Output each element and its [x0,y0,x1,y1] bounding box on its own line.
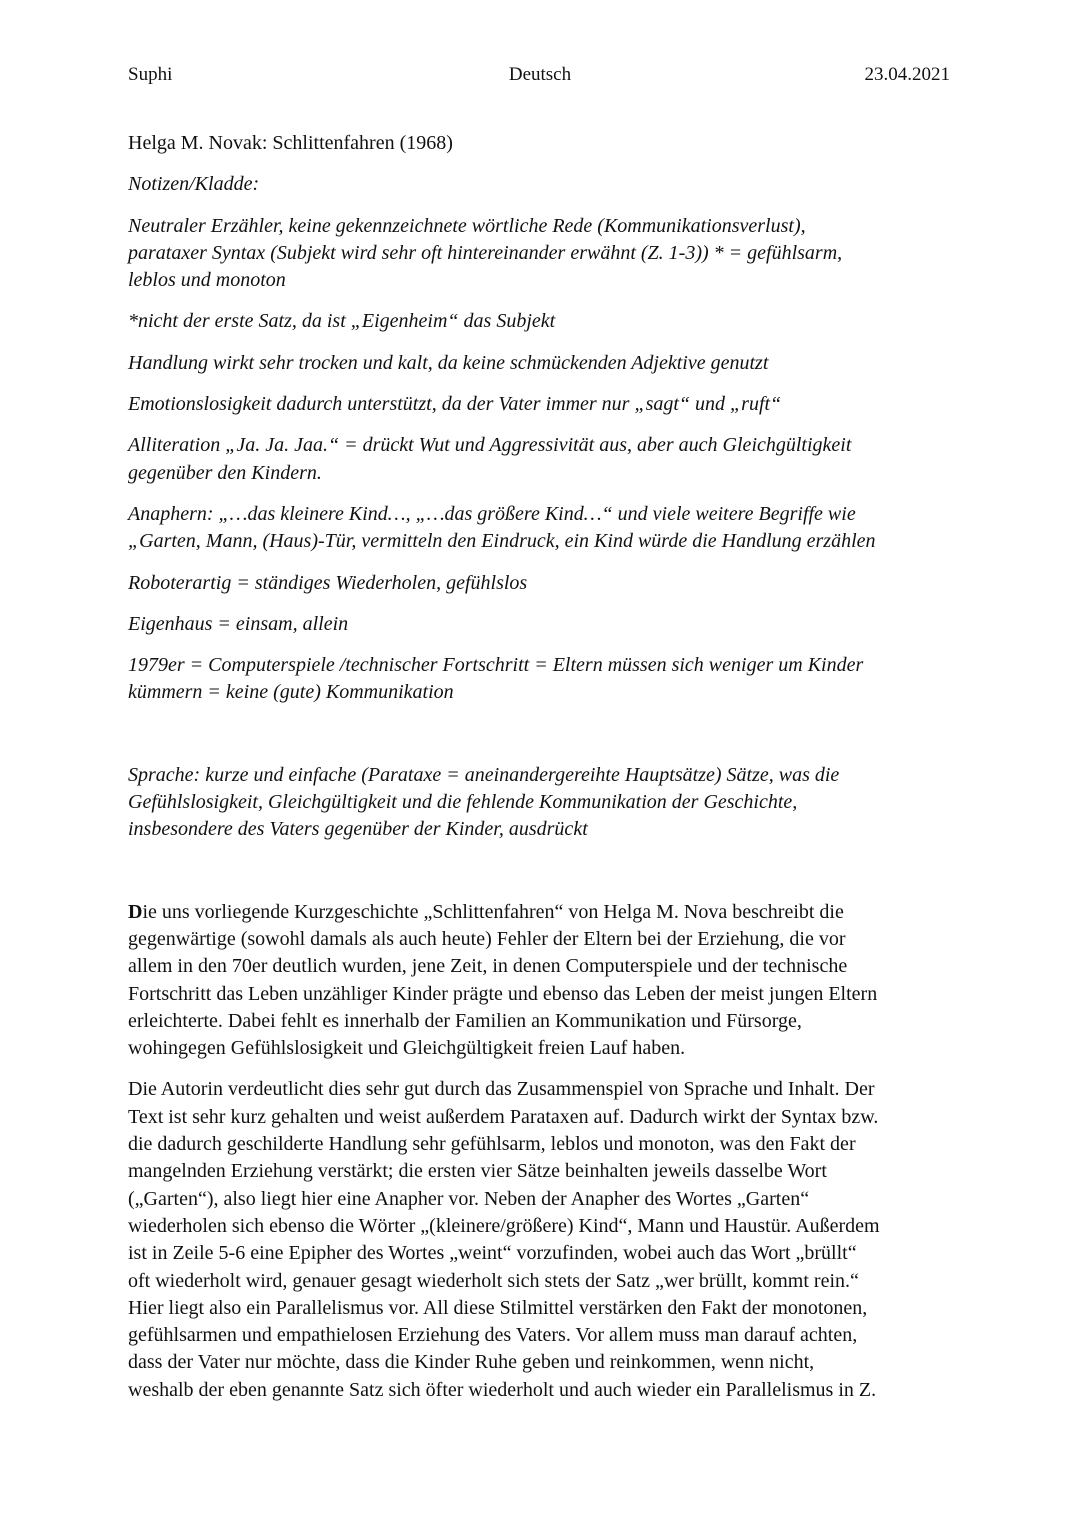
text-line: Neutraler Erzähler, keine gekennzeichnete wörtliche Rede (Kommunikationsverlust), [128,214,806,237]
drop-initial: D [128,900,143,923]
text-line: dass der Vater nur möchte, dass die Kinder Ruhe geben und reinkommen, wenn nicht, [128,1351,815,1374]
text-line: Sprache: kurze und einfache (Parataxe = aneinandergereihte Hauptsätze) Sätze, was die [128,763,840,786]
text-line: mangelnden Erziehung verstärkt; die ersten vier Sätze beinhalten jeweils dasselbe Wort [128,1160,827,1183]
text-line: Hier liegt also ein Parallelismus vor. All diese Stilmittel verstärken den Fakt der monotonen, [128,1296,868,1319]
text-line [128,899,958,926]
text-line: kümmern = keine (gute) Kommunikation [128,681,454,704]
text-line: Eigenhaus = einsam, allein [128,612,349,635]
text-line: Handlung wirkt sehr trocken und kalt, da keine schmückenden Adjektive genutzt [128,351,769,374]
language-summary [128,762,958,844]
text-line: Text ist sehr kurz gehalten und weist außerdem Parataxen auf. Dadurch wirkt der Syntax bzw. [128,1105,879,1128]
note-item [128,501,958,556]
note-item [128,350,958,377]
note-item [128,652,958,707]
header-subject: Deutsch [508,64,572,85]
text-line: wohingegen Gefühlslosigkeit und Gleichgültigkeit freien Lauf haben. [128,1037,686,1060]
essay-paragraph [128,899,958,1063]
note-item [128,611,958,638]
text-line: Alliteration „Ja. Ja. Jaa.“ = drückt Wut und Aggressivität aus, aber auch Gleichgültigkeit [128,434,852,457]
text-line: gegenüber den Kindern. [128,461,322,484]
text-line: ist in Zeile 5-6 eine Epipher des Wortes „weint“ vorzufinden, wobei auch das Wort „brüllt“ [128,1242,857,1265]
text-line: Emotionslosigkeit dadurch unterstützt, da der Vater immer nur „sagt“ und „ruft“ [128,393,782,416]
header-author: Suphi [128,64,173,85]
document-body [128,130,958,1418]
notes-label: Notizen/Kladde: [128,173,260,196]
text-line: die dadurch geschilderte Handlung sehr gefühlsarm, leblos und monoton, was den Fakt der [128,1133,856,1156]
text-line: Fortschritt das Leben unzähliger Kinder prägte und ebenso das Leben der meist jungen Eltern [128,982,878,1005]
text-line: („Garten“), also liegt hier eine Anapher vor. Neben der Anapher des Wortes „Garten“ [128,1187,810,1210]
note-item [128,391,958,418]
text-line: 1979er = Computerspiele /technischer Fortschritt = Eltern müssen sich weniger um Kinder [128,654,864,677]
text-line-rest: ie uns vorliegende Kurzgeschichte „Schlittenfahren“ von Helga M. Nova beschreibt die [142,900,844,923]
essay-section [128,899,958,1404]
text-line: leblos und monoton [128,269,286,292]
text-line: insbesondere des Vaters gegenüber der Kinder, ausdrückt [128,818,588,841]
text-line: gegenwärtige (sowohl damals als auch heute) Fehler der Eltern bei der Erziehung, die vor [128,927,846,950]
language-note [128,762,958,844]
essay-paragraph [128,1076,958,1404]
text-line: „Garten, Mann, (Haus)-Tür, vermitteln den Eindruck, ein Kind würde die Handlung erzählen [128,530,876,553]
text-line: Gefühlslosigkeit, Gleichgültigkeit und die fehlende Kommunikation der Geschichte, [128,791,798,814]
text-line: wiederholen sich ebenso die Wörter „(kleinere/größere) Kind“, Mann und Haustür. Außerdem [128,1214,880,1237]
document-title: Helga M. Novak: Schlittenfahren (1968) [128,132,453,154]
header-date: 23.04.2021 [864,64,950,85]
text-line: oft wiederholt wird, genauer gesagt wiederholt sich stets der Satz „wer brüllt, kommt rein.“ [128,1269,859,1292]
note-item [128,570,958,597]
text-line: Roboterartig = ständiges Wiederholen, gefühlslos [128,571,528,594]
text-line: Anaphern: „…das kleinere Kind…, „…das größere Kind…“ und viele weitere Begriffe wie [128,502,856,525]
text-line: gefühlsarmen und empathielosen Erziehung des Vaters. Vor allem muss man darauf achten, [128,1324,858,1347]
note-item [128,432,958,487]
text-line: weshalb der eben genannte Satz sich öfter wiederholt und auch wieder ein Parallelismus in Z. [128,1378,877,1401]
note-item [128,308,958,335]
text-line: allem in den 70er deutlich wurden, jene Zeit, in denen Computerspiele und der technische [128,955,848,978]
text-line: erleichterte. Dabei fehlt es innerhalb der Familien an Kommunikation und Fürsorge, [128,1009,802,1032]
text-line: parataxer Syntax (Subjekt wird sehr oft hintereinander erwähnt (Z. 1-3)) * = gefühlsarm, [128,241,843,264]
text-line: Die Autorin verdeutlicht dies sehr gut durch das Zusammenspiel von Sprache und Inhalt. Der [128,1078,875,1101]
note-item [128,213,958,295]
notes-section [128,213,958,707]
text-line: *nicht der erste Satz, da ist „Eigenheim“ das Subjekt [128,310,556,333]
